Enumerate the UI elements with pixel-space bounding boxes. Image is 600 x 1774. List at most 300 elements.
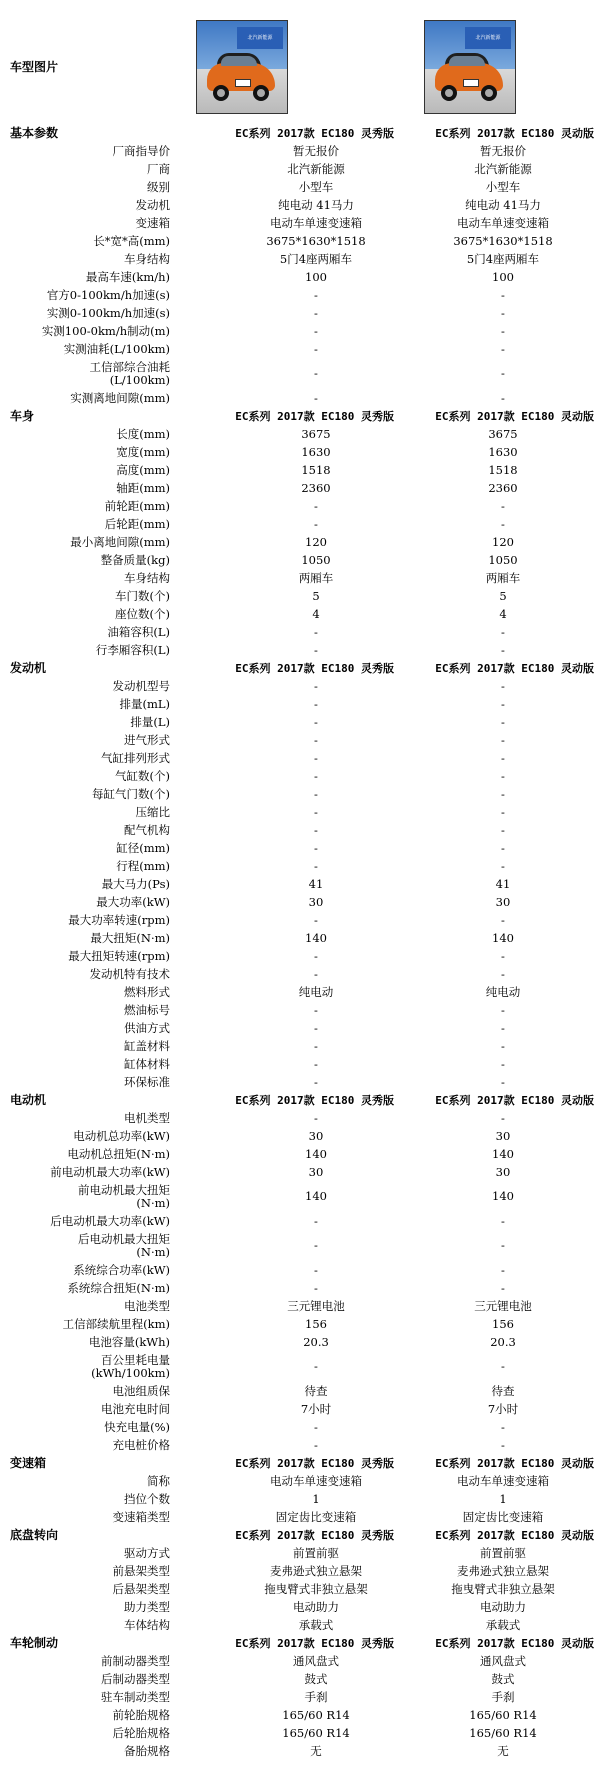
spec-label: 长*宽*高(mm) xyxy=(93,233,170,248)
spec-row xyxy=(0,623,600,641)
spec-value-1: - xyxy=(314,323,318,338)
spec-value-1: - xyxy=(314,624,318,639)
spec-value-1: 三元锂电池 xyxy=(287,1298,345,1313)
spec-label: 发动机特有技术 xyxy=(89,966,170,981)
spec-value-2: 1518 xyxy=(488,462,518,477)
spec-row xyxy=(0,1508,600,1526)
spec-value-2: - xyxy=(501,341,505,356)
spec-row xyxy=(0,1297,600,1315)
spec-row xyxy=(0,1652,600,1670)
spec-label: 长度(mm) xyxy=(116,426,170,441)
trim-header-2: EC系列 2017款 EC180 灵动版 xyxy=(435,661,594,675)
spec-value-2: 小型车 xyxy=(485,179,521,194)
spec-label: 燃油标号 xyxy=(124,1002,170,1017)
spec-label: 最大扭矩(N·m) xyxy=(90,930,170,945)
car-image-header xyxy=(0,0,600,124)
spec-value-1: 拖曳臂式非独立悬架 xyxy=(264,1581,368,1596)
spec-label: 电池类型 xyxy=(124,1298,170,1313)
spec-row xyxy=(0,1580,600,1598)
spec-value-1: - xyxy=(314,1238,318,1252)
spec-value-2: 140 xyxy=(492,1189,514,1203)
spec-row xyxy=(0,340,600,358)
spec-value-2: - xyxy=(501,366,505,380)
spec-row xyxy=(0,461,600,479)
spec-value-1: 41 xyxy=(308,876,324,891)
spec-value-2: - xyxy=(501,1020,505,1035)
spec-row xyxy=(0,569,600,587)
trim-header-2: EC系列 2017款 EC180 灵动版 xyxy=(435,1636,594,1650)
spec-label: 厂商指导价 xyxy=(112,143,170,158)
spec-value-2: 待查 xyxy=(491,1383,515,1398)
spec-value-2: - xyxy=(501,768,505,783)
spec-label xyxy=(0,1230,200,1261)
spec-value-2: 3675*1630*1518 xyxy=(453,233,553,248)
spec-value-2: - xyxy=(501,305,505,320)
spec-value-2: - xyxy=(501,732,505,747)
spec-label: 前制动器类型 xyxy=(101,1653,170,1668)
spec-value-2: - xyxy=(501,287,505,302)
spec-label-line2: (L/100km) xyxy=(109,372,170,387)
spec-label: 环保标准 xyxy=(124,1074,170,1089)
spec-label: 驱动方式 xyxy=(124,1545,170,1560)
spec-label: 最大功率转速(rpm) xyxy=(68,912,170,927)
trim-header-1: EC系列 2017款 EC180 灵秀版 xyxy=(235,1456,394,1470)
spec-value-2: 156 xyxy=(492,1316,514,1331)
spec-label: 前轮胎规格 xyxy=(112,1707,170,1722)
spec-label: 前轮距(mm) xyxy=(104,498,170,513)
spec-label-line2: (N·m) xyxy=(136,1195,170,1210)
spec-label: 挡位个数 xyxy=(124,1491,170,1506)
spec-value-2: 5 xyxy=(499,588,507,603)
spec-value-2: 两厢车 xyxy=(485,570,521,585)
spec-row xyxy=(0,322,600,340)
spec-value-1: 165/60 R14 xyxy=(282,1725,350,1740)
spec-value-2: 140 xyxy=(492,1146,514,1161)
spec-row xyxy=(0,551,600,569)
spec-value-1: 前置前驱 xyxy=(293,1545,339,1560)
spec-label: 简称 xyxy=(147,1473,170,1488)
spec-value-1: 鼓式 xyxy=(304,1671,328,1686)
section-title: 发动机 xyxy=(10,660,47,675)
spec-value-2: 拖曳臂式非独立悬架 xyxy=(451,1581,555,1596)
spec-row xyxy=(0,911,600,929)
spec-value-1: 纯电动 xyxy=(298,984,334,999)
spec-row xyxy=(0,497,600,515)
spec-label: 厂商 xyxy=(147,161,170,176)
spec-row xyxy=(0,1127,600,1145)
spec-row xyxy=(0,1400,600,1418)
spec-value-1: 无 xyxy=(310,1743,322,1758)
spec-value-1: - xyxy=(314,1110,318,1125)
spec-value-1: - xyxy=(314,1056,318,1071)
spec-row xyxy=(0,1724,600,1742)
spec-value-1: - xyxy=(314,750,318,765)
spec-row xyxy=(0,178,600,196)
spec-value-1: 30 xyxy=(308,894,324,909)
spec-value-2: 固定齿比变速箱 xyxy=(462,1509,544,1524)
spec-value-2: - xyxy=(501,678,505,693)
spec-row xyxy=(0,1261,600,1279)
spec-label: 最高车速(km/h) xyxy=(85,269,170,284)
spec-row xyxy=(0,358,600,389)
spec-value-1: - xyxy=(314,1002,318,1017)
spec-value-1: 140 xyxy=(305,1146,327,1161)
spec-row xyxy=(0,785,600,803)
spec-value-2: 手刹 xyxy=(491,1689,515,1704)
spec-label: 变速箱 xyxy=(135,215,170,230)
spec-value-1: - xyxy=(314,822,318,837)
trim-header-2: EC系列 2017款 EC180 灵动版 xyxy=(435,1093,594,1107)
spec-label: 高度(mm) xyxy=(116,462,170,477)
spec-label-line1: 后电动机最大扭矩 xyxy=(78,1231,170,1246)
trim-header-1: EC系列 2017款 EC180 灵秀版 xyxy=(235,1093,394,1107)
spec-value-2: 120 xyxy=(492,534,514,549)
spec-value-2: 100 xyxy=(492,269,514,284)
spec-row xyxy=(0,1418,600,1436)
spec-row xyxy=(0,1109,600,1127)
spec-value-2: 165/60 R14 xyxy=(469,1725,537,1740)
spec-label: 工信部续航里程(km) xyxy=(62,1316,170,1331)
spec-value-2: - xyxy=(501,1280,505,1295)
spec-row xyxy=(0,1037,600,1055)
spec-row xyxy=(0,1212,600,1230)
spec-value-1: 两厢车 xyxy=(298,570,334,585)
spec-value-2: - xyxy=(501,498,505,513)
spec-label: 电池容量(kWh) xyxy=(88,1334,170,1349)
spec-value-2: 30 xyxy=(495,894,511,909)
section-header-row xyxy=(0,124,600,142)
spec-value-1: 2360 xyxy=(301,480,331,495)
spec-row xyxy=(0,983,600,1001)
spec-row xyxy=(0,1001,600,1019)
spec-value-2: - xyxy=(501,1056,505,1071)
spec-value-1: - xyxy=(314,804,318,819)
spec-value-2: - xyxy=(501,323,505,338)
spec-label xyxy=(0,358,200,389)
spec-value-1: - xyxy=(314,341,318,356)
spec-label: 排量(mL) xyxy=(119,696,170,711)
section-header-row xyxy=(0,1454,600,1472)
spec-row xyxy=(0,731,600,749)
spec-value-1: 30 xyxy=(308,1128,324,1143)
spec-row xyxy=(0,713,600,731)
spec-label-line1: 百公里耗电量 xyxy=(101,1352,170,1367)
spec-value-1: 1050 xyxy=(301,552,331,567)
spec-label: 后轮距(mm) xyxy=(104,516,170,531)
trim-header-1: EC系列 2017款 EC180 灵秀版 xyxy=(235,661,394,675)
spec-row xyxy=(0,268,600,286)
spec-row xyxy=(0,1163,600,1181)
spec-value-2: - xyxy=(501,714,505,729)
spec-row xyxy=(0,1670,600,1688)
spec-value-2: - xyxy=(501,966,505,981)
spec-row xyxy=(0,857,600,875)
spec-label: 排量(L) xyxy=(130,714,170,729)
section-header-row xyxy=(0,1526,600,1544)
car-image-label: 车型图片 xyxy=(10,60,59,74)
spec-label: 行程(mm) xyxy=(116,858,170,873)
spec-value-1: 100 xyxy=(305,269,327,284)
spec-row xyxy=(0,893,600,911)
section-title: 基本参数 xyxy=(10,125,59,140)
spec-value-1: - xyxy=(314,366,318,380)
section-header-row xyxy=(0,659,600,677)
section-title: 车轮制动 xyxy=(10,1635,59,1650)
trim-header-2: EC系列 2017款 EC180 灵动版 xyxy=(435,126,594,140)
spec-value-1: 20.3 xyxy=(303,1334,329,1349)
spec-value-2: - xyxy=(501,624,505,639)
spec-label: 车身结构 xyxy=(124,570,170,585)
spec-value-1: - xyxy=(314,1419,318,1434)
spec-value-1: - xyxy=(314,516,318,531)
spec-value-2: 三元锂电池 xyxy=(474,1298,532,1313)
spec-row xyxy=(0,304,600,322)
spec-row xyxy=(0,1382,600,1400)
spec-value-1: - xyxy=(314,732,318,747)
spec-value-1: 1 xyxy=(312,1491,320,1506)
spec-value-1: - xyxy=(314,1359,318,1373)
spec-value-2: 165/60 R14 xyxy=(469,1707,537,1722)
spec-value-1: 纯电动 41马力 xyxy=(278,197,354,212)
spec-row xyxy=(0,286,600,304)
spec-value-1: - xyxy=(314,768,318,783)
spec-row xyxy=(0,1490,600,1508)
spec-value-1: 通风盘式 xyxy=(293,1653,339,1668)
spec-row xyxy=(0,1073,600,1091)
spec-value-2: 无 xyxy=(497,1743,509,1758)
spec-value-1: - xyxy=(314,714,318,729)
spec-value-1: 承载式 xyxy=(298,1617,334,1632)
trim-header-1: EC系列 2017款 EC180 灵秀版 xyxy=(235,409,394,423)
car-image-2 xyxy=(424,20,516,114)
spec-row xyxy=(0,839,600,857)
spec-label: 后轮胎规格 xyxy=(112,1725,170,1740)
spec-label: 电机类型 xyxy=(124,1110,170,1125)
spec-table xyxy=(0,124,600,1760)
spec-label: 前悬架类型 xyxy=(112,1563,170,1578)
spec-value-2: - xyxy=(501,1437,505,1452)
spec-value-1: - xyxy=(314,948,318,963)
spec-row xyxy=(0,1055,600,1073)
spec-label: 系统综合扭矩(N·m) xyxy=(67,1280,170,1295)
spec-value-2: - xyxy=(501,1110,505,1125)
spec-label: 每缸气门数(个) xyxy=(92,786,170,801)
spec-row xyxy=(0,587,600,605)
spec-value-1: 5门4座两厢车 xyxy=(279,251,353,266)
spec-value-2: 纯电动 xyxy=(485,984,521,999)
spec-value-1: 电动助力 xyxy=(293,1599,339,1614)
spec-value-2: - xyxy=(501,804,505,819)
spec-row xyxy=(0,479,600,497)
spec-value-1: 120 xyxy=(305,534,327,549)
spec-value-1: 30 xyxy=(308,1164,324,1179)
spec-label: 缸体材料 xyxy=(124,1056,170,1071)
spec-label: 最大功率(kW) xyxy=(96,894,170,909)
section-header-row xyxy=(0,1634,600,1652)
spec-row xyxy=(0,1436,600,1454)
spec-label: 实测0-100km/h加速(s) xyxy=(46,305,170,320)
spec-label: 最大马力(Ps) xyxy=(101,876,170,891)
spec-value-1: 电动车单速变速箱 xyxy=(270,215,362,230)
spec-label: 发动机 xyxy=(135,197,170,212)
spec-value-2: - xyxy=(501,1359,505,1373)
spec-label-line2: (N·m) xyxy=(136,1244,170,1259)
spec-value-2: - xyxy=(501,750,505,765)
spec-row xyxy=(0,515,600,533)
spec-label: 电池组质保 xyxy=(112,1383,170,1398)
spec-value-2: 通风盘式 xyxy=(480,1653,526,1668)
spec-row xyxy=(0,1472,600,1490)
spec-label: 整备质量(kg) xyxy=(100,552,170,567)
spec-label: 助力类型 xyxy=(124,1599,170,1614)
spec-value-1: - xyxy=(314,1280,318,1295)
spec-value-1: 小型车 xyxy=(298,179,334,194)
spec-row xyxy=(0,1598,600,1616)
car-image-1 xyxy=(196,20,288,114)
spec-value-2: 7小时 xyxy=(487,1401,519,1416)
spec-value-1: 140 xyxy=(305,1189,327,1203)
spec-value-1: - xyxy=(314,840,318,855)
spec-row xyxy=(0,1019,600,1037)
spec-value-2: - xyxy=(501,1238,505,1252)
section-header-row xyxy=(0,407,600,425)
section-title: 底盘转向 xyxy=(10,1527,59,1542)
trim-header-2: EC系列 2017款 EC180 灵动版 xyxy=(435,409,594,423)
spec-value-2: - xyxy=(501,1213,505,1228)
spec-value-2: - xyxy=(501,1419,505,1434)
spec-value-1: - xyxy=(314,287,318,302)
spec-label: 后悬架类型 xyxy=(112,1581,170,1596)
spec-row xyxy=(0,196,600,214)
spec-label: 前电动机最大功率(kW) xyxy=(50,1164,170,1179)
spec-value-1: - xyxy=(314,1074,318,1089)
spec-value-2: - xyxy=(501,642,505,657)
spec-label: 缸径(mm) xyxy=(116,840,170,855)
spec-row xyxy=(0,947,600,965)
spec-value-2: 20.3 xyxy=(490,1334,516,1349)
spec-value-1: 麦弗逊式独立悬架 xyxy=(270,1563,362,1578)
spec-value-1: 手刹 xyxy=(304,1689,328,1704)
trim-header-2: EC系列 2017款 EC180 灵动版 xyxy=(435,1456,594,1470)
spec-value-2: 前置前驱 xyxy=(480,1545,526,1560)
spec-value-1: - xyxy=(314,696,318,711)
spec-value-2: - xyxy=(501,840,505,855)
spec-value-2: 麦弗逊式独立悬架 xyxy=(457,1563,549,1578)
spec-value-1: - xyxy=(314,786,318,801)
spec-row xyxy=(0,1230,600,1261)
spec-row xyxy=(0,1616,600,1634)
spec-value-2: - xyxy=(501,1002,505,1017)
spec-value-1: 电动车单速变速箱 xyxy=(270,1473,362,1488)
spec-value-2: 30 xyxy=(495,1164,511,1179)
spec-value-1: 3675 xyxy=(301,426,331,441)
spec-value-1: 7小时 xyxy=(300,1401,332,1416)
spec-value-2: 140 xyxy=(492,930,514,945)
spec-row xyxy=(0,1279,600,1297)
spec-value-1: - xyxy=(314,1437,318,1452)
spec-label: 电动机总功率(kW) xyxy=(73,1128,170,1143)
spec-value-1: - xyxy=(314,858,318,873)
spec-row xyxy=(0,803,600,821)
spec-value-1: 暂无报价 xyxy=(293,143,339,158)
spec-value-2: - xyxy=(501,696,505,711)
spec-value-2: - xyxy=(501,1262,505,1277)
spec-label: 级别 xyxy=(147,179,170,194)
spec-value-1: 5 xyxy=(312,588,320,603)
spec-value-2: - xyxy=(501,858,505,873)
trim-header-1: EC系列 2017款 EC180 灵秀版 xyxy=(235,1528,394,1542)
spec-row xyxy=(0,533,600,551)
spec-row xyxy=(0,821,600,839)
spec-row xyxy=(0,875,600,893)
spec-label: 车体结构 xyxy=(124,1617,170,1632)
spec-row xyxy=(0,425,600,443)
spec-value-2: 1630 xyxy=(488,444,518,459)
spec-value-1: - xyxy=(314,1213,318,1228)
spec-row xyxy=(0,695,600,713)
spec-value-2: 电动车单速变速箱 xyxy=(457,1473,549,1488)
spec-label xyxy=(0,1181,200,1212)
spec-label: 油箱容积(L) xyxy=(107,624,170,639)
spec-value-1: 1518 xyxy=(301,462,331,477)
trim-header-1: EC系列 2017款 EC180 灵秀版 xyxy=(235,126,394,140)
trim-header-1: EC系列 2017款 EC180 灵秀版 xyxy=(235,1636,394,1650)
spec-row xyxy=(0,1351,600,1382)
spec-row xyxy=(0,677,600,695)
spec-row xyxy=(0,389,600,407)
spec-value-2: 1 xyxy=(499,1491,507,1506)
spec-row xyxy=(0,965,600,983)
spec-label: 备胎规格 xyxy=(124,1743,170,1758)
spec-value-2: 承载式 xyxy=(485,1617,521,1632)
spec-value-2: - xyxy=(501,912,505,927)
spec-value-1: - xyxy=(314,305,318,320)
spec-value-2: 41 xyxy=(495,876,511,891)
spec-label: 快充电量(%) xyxy=(104,1419,170,1434)
spec-label: 气缸数(个) xyxy=(115,768,170,783)
spec-label: 后制动器类型 xyxy=(101,1671,170,1686)
spec-value-1: 156 xyxy=(305,1316,327,1331)
spec-label: 进气形式 xyxy=(124,732,170,747)
car-image-banner: 北汽新能源 xyxy=(237,27,283,49)
spec-label: 车门数(个) xyxy=(115,588,170,603)
spec-row xyxy=(0,767,600,785)
spec-row xyxy=(0,641,600,659)
spec-value-2: 3675 xyxy=(488,426,518,441)
spec-row xyxy=(0,605,600,623)
spec-row xyxy=(0,929,600,947)
spec-row xyxy=(0,749,600,767)
spec-label: 电池充电时间 xyxy=(101,1401,170,1416)
spec-label: 实测离地间隙(mm) xyxy=(70,390,170,405)
spec-value-1: 165/60 R14 xyxy=(282,1707,350,1722)
spec-row xyxy=(0,160,600,178)
spec-label: 最小离地间隙(mm) xyxy=(70,534,170,549)
spec-label: 充电桩价格 xyxy=(112,1437,170,1452)
spec-value-1: - xyxy=(314,498,318,513)
spec-label-line1: 前电动机最大扭矩 xyxy=(78,1182,170,1197)
spec-row xyxy=(0,142,600,160)
spec-value-2: 鼓式 xyxy=(491,1671,515,1686)
spec-value-2: - xyxy=(501,786,505,801)
spec-value-1: - xyxy=(314,1262,318,1277)
spec-label: 座位数(个) xyxy=(115,606,170,621)
spec-row xyxy=(0,1688,600,1706)
spec-label: 电动机总扭矩(N·m) xyxy=(67,1146,170,1161)
spec-value-1: - xyxy=(314,912,318,927)
spec-label: 配气机构 xyxy=(124,822,170,837)
spec-value-2: 北汽新能源 xyxy=(474,161,532,176)
